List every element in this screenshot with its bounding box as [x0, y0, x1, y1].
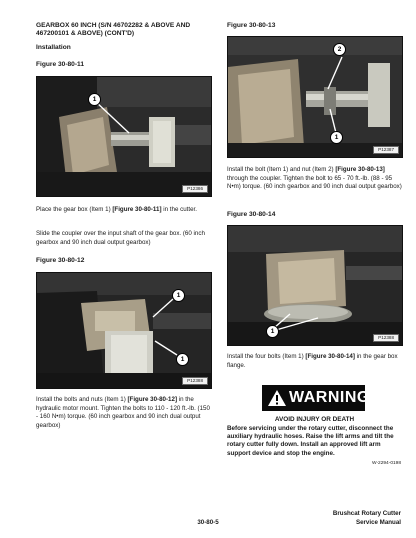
- figure-30-80-12-label: Figure 30-80-12: [36, 257, 85, 264]
- paragraph-slide-coupler: Slide the coupler over the input shaft of the gear box. (60 inch gearbox and 90 inch dual output gearbox): [36, 230, 205, 246]
- figure-ref: [Figure 30-80-11]: [112, 206, 162, 213]
- figure-30-80-14-photo: [227, 225, 403, 346]
- section-title: GEARBOX 60 INCH (S/N 46702282 & ABOVE AND 467200101 & ABOVE) (CONT'D): [36, 22, 191, 38]
- figure-30-80-13-photo: [227, 36, 403, 158]
- photo-id-label: P12388: [373, 334, 399, 342]
- callout-1: 1: [88, 93, 101, 106]
- callout-1-upper: 1: [172, 289, 185, 302]
- figure-30-80-13-label: Figure 30-80-13: [227, 22, 276, 29]
- paragraph-install-four-bolts: Install the four bolts (Item 1) [Figure 30-80-14] in the gear box flange.: [227, 353, 398, 369]
- warning-triangle-icon: [267, 389, 287, 407]
- photo-id-label: P12386: [182, 185, 208, 193]
- figure-30-80-12-photo: [36, 272, 212, 389]
- footer-manual: Service Manual: [355, 519, 401, 526]
- photo-id-label: P12388: [182, 377, 208, 385]
- page-number: 30-80-5: [197, 519, 219, 526]
- warning-banner: [262, 385, 370, 411]
- warning-code: W-2294-0198: [372, 461, 401, 466]
- warning-word: WARNING: [289, 389, 370, 406]
- figure-30-80-11-label: Figure 30-80-11: [36, 61, 85, 68]
- figure-ref: [Figure 30-80-13]: [335, 166, 385, 173]
- installation-heading: Installation: [36, 44, 71, 51]
- figure-30-80-11-photo: [36, 76, 212, 197]
- photo-id-label: P12387: [373, 146, 399, 154]
- paragraph-place-gearbox: Place the gear box (Item 1) [Figure 30-80-11] in the cutter.: [36, 206, 197, 213]
- footer-product: Brushcat Rotary Cutter: [332, 510, 401, 517]
- paragraph-install-bolt-nut: Install the bolt (Item 1) and nut (Item 2) [Figure 30-80-13] through the coupler. Tighten the bolt to 65 - 70 ft.-lb. (88 - 95 N•m) torque. (60 inch gearbox and 90 inch dual output gearbox): [227, 166, 402, 191]
- figure-30-80-14-label: Figure 30-80-14: [227, 211, 276, 218]
- callout-1-lower: 1: [176, 353, 189, 366]
- warning-title: AVOID INJURY OR DEATH: [274, 416, 355, 423]
- paragraph-install-bolts-motor-mount: Install the bolts and nuts (Item 1) [Figure 30-80-12] in the hydraulic motor mount. Tighten the bolts to 110 - 120 ft.-lb. (150 - 160 N•m) torque. (60 inch gearbox and 90 inch dual output gearbox): [36, 396, 210, 429]
- callout-1: 1: [330, 131, 343, 144]
- warning-body: Before servicing under the rotary cutter, disconnect the auxiliary hydraulic hoses. Raise the lift arms and tilt the rotary cutter fully down. Install an approved lift arm support device and stop the engine.: [227, 425, 394, 457]
- figure-ref: [Figure 30-80-12]: [127, 396, 177, 403]
- callout-2: 2: [333, 43, 346, 56]
- figure-ref: [Figure 30-80-14]: [305, 353, 355, 360]
- callout-1: 1: [266, 325, 279, 338]
